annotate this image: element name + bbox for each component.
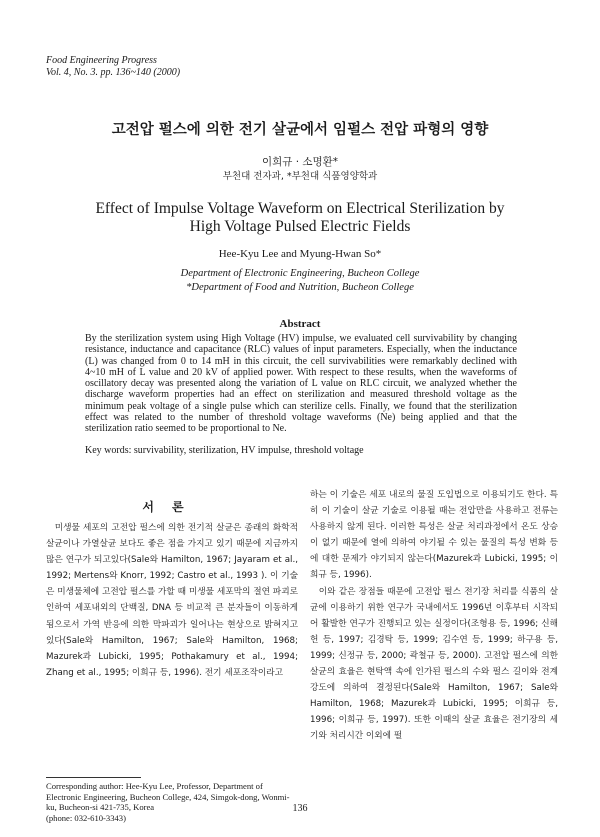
english-affiliation <box>0 267 600 295</box>
english-title-line2: High Voltage Pulsed Electric Fields <box>189 218 411 235</box>
abstract-text: By the sterilization system using High Voltage (HV) impulse, we evaluated cell survivability by changing resistance, inductance and capacitance (RLC) values of input parameters. Especially, when the inductance (L) was changed from 0 to 14 mH in this circuit, the cell survivabilities were remarkably declined with 4~10 mH of L value and 20 kV of applied power. With respect to these results, when the waveforms of oscillatory decay was presented along the variation of L value on RLC circuit, we analyzed whether the discharge waveform properties had an effect on sterilization and measured threshold voltage as the minimum peak voltage of a single pulse which can sterilize cells. Finally, we found that the sterilization effect was related to the number of threshold voltage waveforms (Ne) being applied and that the sterilization ratio seemed to be proportional to Ne. <box>85 333 517 435</box>
corresponding-author-footnote <box>46 781 298 823</box>
abstract-heading: Abstract <box>279 318 321 330</box>
journal-header <box>46 55 180 79</box>
page-number: 136 <box>292 803 308 814</box>
body-right-column <box>310 487 558 745</box>
english-authors: Hee-Kyu Lee and Myung-Hwan So* <box>218 248 382 260</box>
body-paragraph: 하는 이 기술은 세포 내로의 물질 도입법으로 이용되기도 한다. 특히 이 기술이 살균 기술로 이용될 때는 전압만을 사용하고 전류는 사용하지 않게 된다. 이러한 특성은 살균 처리과정에서 온도 상승이 없기 때문에 열에 의하여 야기될 수 있는 물질의 특성 변화 등에 대한 문제가 야기되지 않는다(Mazurek과 Lubicki, 1995; 이희규 등, 1996). <box>310 490 558 581</box>
body-paragraph: 이와 같은 장점들 때문에 고전압 펄스 전기장 처리를 식품의 살균에 이용하기 위한 연구가 국내에서도 1996년 이후부터 시작되어 활발한 연구가 진행되고 있는 실정이다(조형용 등, 1996; 신해헌 등, 1997; 김경탁 등, 1999; 김수연 등, 1999; 하구용 등, 1999; 신정규 등, 2000; 곽철규 등, 2000). 고전압 펄스에 의한 살균의 효율은 현탁액 속에 인가된 펄스의 수와 펄스 길이와 전계 강도에 의하여 결정된다(Sale와 Hamilton, 1967; Sale와 Hamilton, 1968; Mazurek과 Lubicki, 1995; 이희규 등, 1996; 이희규 등, 1997). 또한 이때의 살균 효율은 전기장의 세기와 처리시간 이외에 펄 <box>310 586 558 742</box>
korean-title: 고전압 펄스에 의한 전기 살균에서 임펄스 전압 파형의 영향 <box>111 122 489 138</box>
keywords: Key words: survivability, sterilization, HV impulse, threshold voltage <box>85 445 364 456</box>
journal-volume: Vol. 4, No. 3. pp. 136~140 (2000) <box>46 67 181 78</box>
footnote-text: Corresponding author: Hee-Kyu Lee, Professor, Department of Electronic Engineering, Bucheon College, 424, Simgok-dong, Wonmi-ku, Bucheon-si 421-735, Korea <box>46 781 290 812</box>
section-title-introduction: 서론 <box>142 500 202 514</box>
body-left-column <box>46 520 298 681</box>
korean-authors: 이희규 · 소명환* <box>261 156 339 168</box>
footnote-divider <box>46 777 141 778</box>
english-affiliation-1: Department of Electronic Engineering, Bucheon College <box>180 268 420 279</box>
english-affiliation-2: *Department of Food and Nutrition, Bucheon College <box>186 282 414 293</box>
body-paragraph: 미생물 세포의 고전압 펄스에 의한 전기적 살균은 종래의 화학적 살균이나 가열살균 보다도 좋은 점을 가지고 있기 때문에 지금까지 많은 연구가 되고있다(Sale와 Hamilton, 1967; Jayaram et al., 1992; Mertens와 Knorr, 1992; Castro et al., 1993 ). 이 기술은 미생물체에 고전압 펄스를 가할 때 미생물 세포막의 절연 파괴로 인하여 세포내외의 단백질, DNA 등 비교적 큰 분자들이 이동하게 됨으로서 가역 반응에 의한 막파괴가 일어나는 현상으로 밝혀지고 있다(Sale와 Hamilton, 1967; Sale와 Hamilton, 1968; Mazurek과 Lubicki, 1995; Pothakamury et al., 1994; Zhang et al., 1995; 이희규 등, 1996). 전기 세포조작이라고 <box>46 523 298 678</box>
footnote-phone: (phone: 032-610-3343) <box>46 812 126 823</box>
journal-name: Food Engineering Progress <box>46 55 157 66</box>
korean-affiliation: 부천대 전자과, *부천대 식품영양학과 <box>222 171 378 182</box>
english-title-line1: Effect of Impulse Voltage Waveform on Electrical Sterilization by <box>95 200 505 217</box>
english-title <box>0 200 600 236</box>
